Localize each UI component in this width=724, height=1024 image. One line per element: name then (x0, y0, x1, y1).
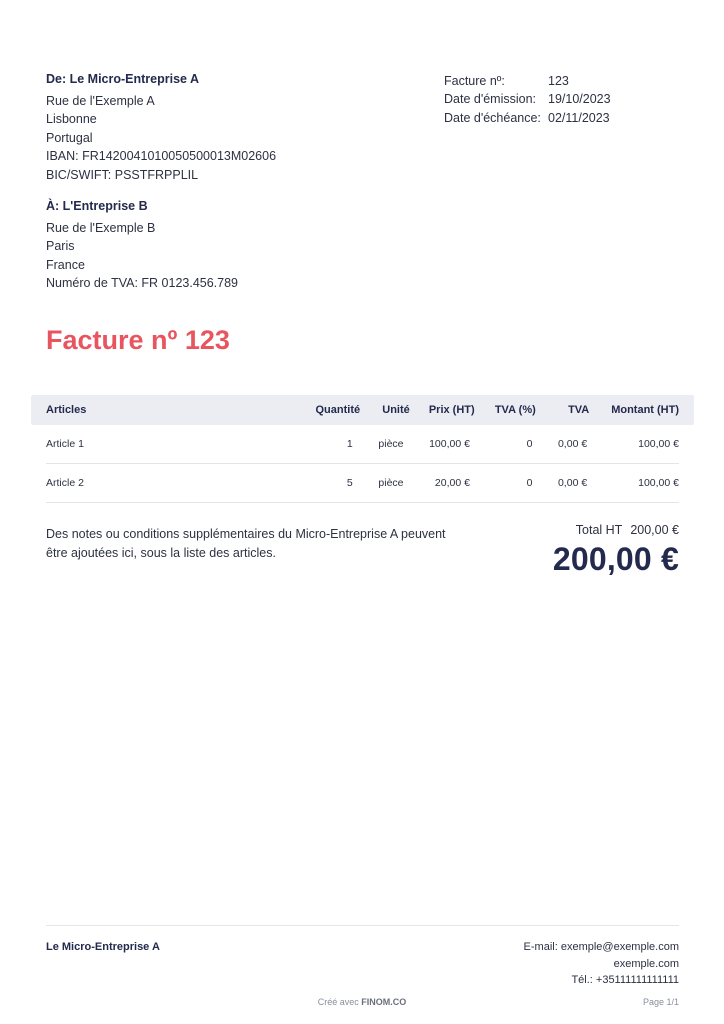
cell-article: Article 2 (46, 477, 84, 489)
meta-issue-date (444, 90, 611, 108)
cell-article: Article 1 (46, 438, 84, 450)
table-row (46, 464, 679, 503)
created-prefix: Créé avec (317, 997, 359, 1007)
table-header (31, 395, 694, 425)
items-table (31, 395, 694, 503)
header-prix: Prix (HT) (428, 404, 475, 416)
cell-tva: 0,00 € (557, 438, 588, 450)
header-montant: Montant (HT) (611, 404, 679, 416)
header-quantite: Quantité (315, 404, 361, 416)
invoice-meta (444, 72, 611, 127)
totals (553, 523, 679, 578)
footer-contact (524, 939, 679, 989)
cell-tva-pct: 0 (526, 477, 533, 489)
recipient-title: À: L'Entreprise B (46, 199, 148, 213)
header-tva: TVA (568, 404, 590, 416)
recipient-country: France (46, 257, 85, 272)
header-articles: Articles (46, 404, 87, 416)
sender-street: Rue de l'Exemple A (46, 94, 155, 108)
sender-title: De: Le Micro-Entreprise A (46, 72, 200, 86)
footer-phone: Tél.: +35111111111111 (571, 974, 679, 986)
page-number: Page 1/1 (642, 997, 679, 1007)
cell-quantite: 1 (346, 438, 353, 450)
created-with (0, 997, 724, 1007)
grand-total: 200,00 € (552, 541, 679, 577)
recipient-city: Paris (46, 239, 75, 254)
sender-country: Portugal (46, 130, 93, 145)
cell-montant: 100,00 € (638, 477, 679, 489)
recipient-block (46, 199, 238, 293)
cell-montant: 100,00 € (638, 438, 679, 450)
total-ht (553, 523, 679, 537)
sender-city: Lisbonne (46, 112, 97, 127)
meta-issue-value: 19/10/2023 (548, 92, 611, 107)
footer-divider (46, 925, 679, 926)
meta-invoice-label: Facture nº: (444, 74, 505, 88)
total-ht-label: Total HT (575, 523, 623, 537)
cell-prix: 20,00 € (434, 477, 470, 489)
cell-prix: 100,00 € (429, 438, 470, 450)
header-tva-pct: TVA (%) (494, 404, 536, 416)
sender-iban: IBAN: FR1420041010050500013M02606 (46, 149, 277, 164)
meta-invoice-value: 123 (548, 74, 569, 88)
footer-email[interactable]: E-mail: exemple@exemple.com (523, 941, 679, 953)
table-row (46, 425, 679, 464)
meta-due-label: Date d'échéance: (444, 110, 541, 125)
notes-line-1: Des notes ou conditions supplémentaires du Micro-Entreprise A peuvent (46, 527, 446, 541)
meta-invoice-number (444, 72, 611, 90)
cell-quantite: 5 (346, 477, 353, 489)
footer-company: Le Micro-Entreprise A (46, 941, 160, 953)
header-unite: Unité (382, 404, 410, 416)
cell-unite: pièce (378, 477, 404, 489)
meta-issue-label: Date d'émission: (444, 92, 537, 107)
cell-tva: 0,00 € (557, 477, 588, 489)
total-ht-value: 200,00 € (630, 523, 679, 537)
notes (46, 525, 446, 563)
cell-unite: pièce (378, 438, 404, 450)
cell-tva-pct: 0 (526, 438, 533, 450)
recipient-street: Rue de l'Exemple B (46, 221, 156, 235)
invoice-heading: Facture nº 123 (46, 325, 230, 355)
created-brand[interactable]: FINOM.CO (361, 997, 407, 1007)
footer-website[interactable]: exemple.com (613, 957, 679, 970)
sender-bic: BIC/SWIFT: PSSTFRPPLIL (46, 167, 199, 182)
meta-due-date (444, 109, 611, 127)
meta-due-value: 02/11/2023 (548, 110, 610, 125)
sender-block (46, 72, 276, 184)
notes-line-2: être ajoutées ici, sous la liste des articles. (46, 546, 276, 560)
recipient-vat: Numéro de TVA: FR 0123.456.789 (46, 276, 239, 291)
